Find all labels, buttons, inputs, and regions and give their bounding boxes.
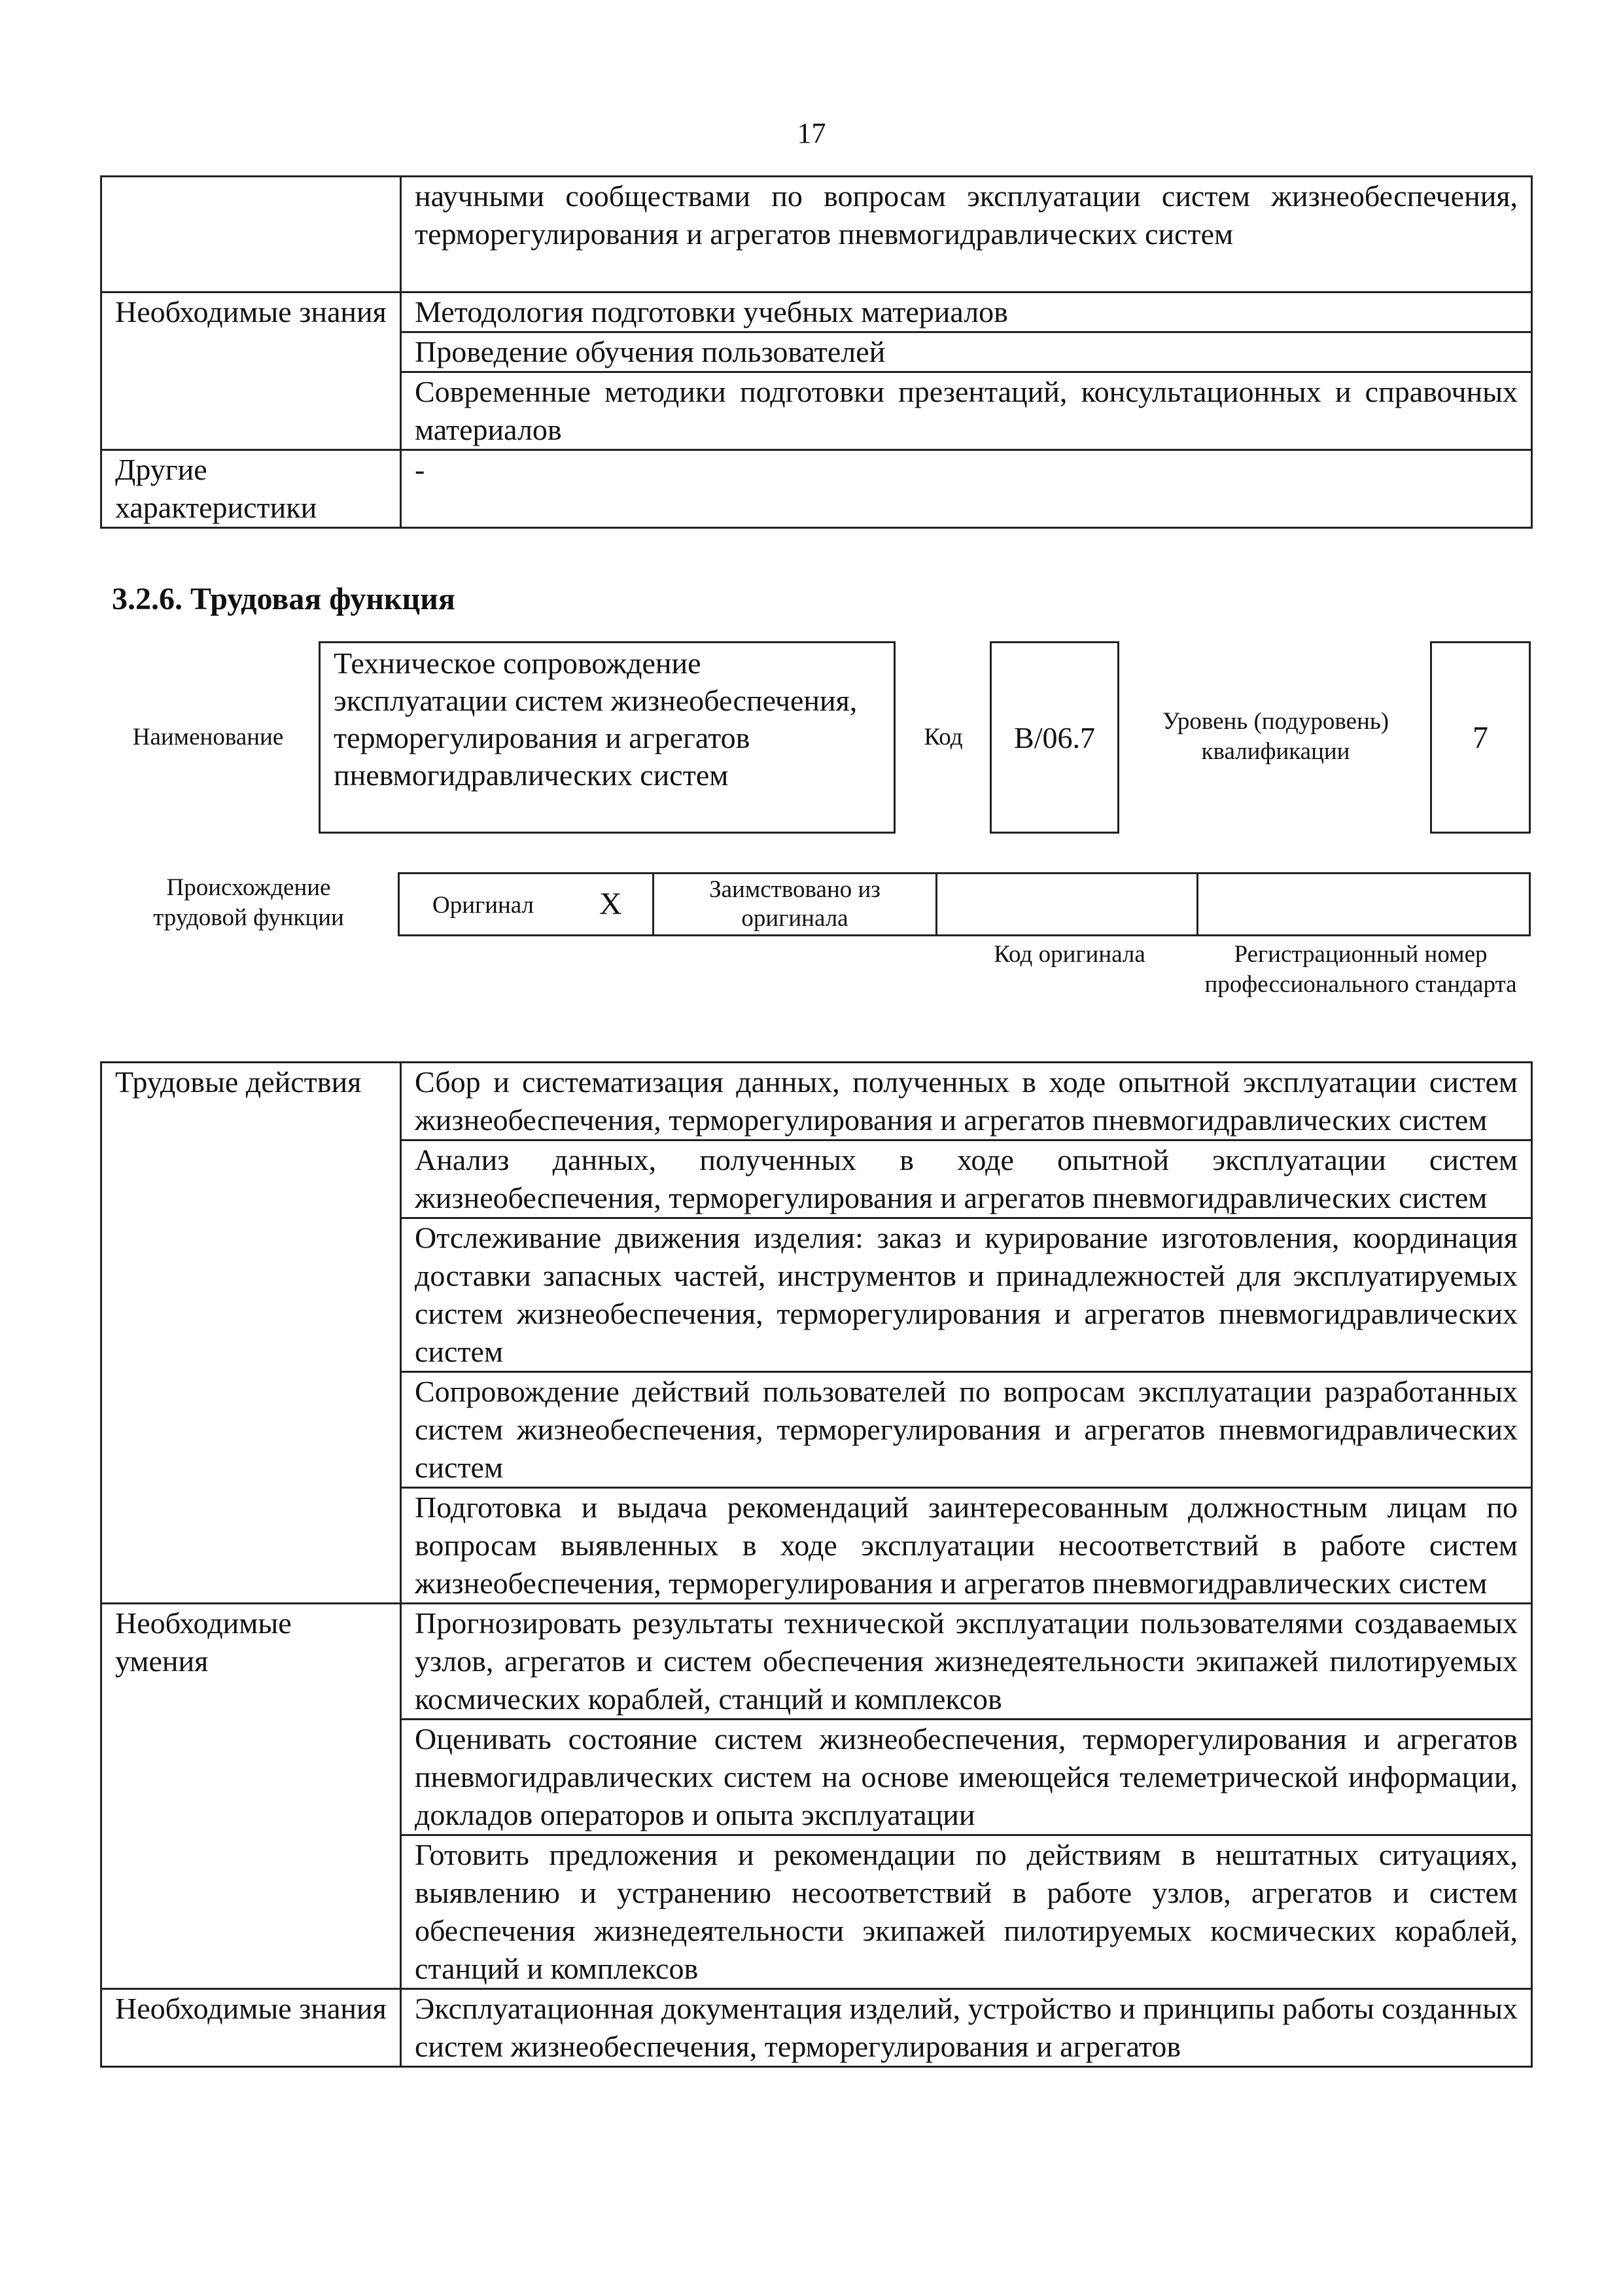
registration-number-cell — [1196, 872, 1531, 936]
name-label: Наименование — [132, 724, 284, 751]
qualification-level-label: Уровень (подуровень) квалификации — [1162, 708, 1389, 765]
qualification-level-box: 7 — [1430, 641, 1531, 834]
original-cell — [398, 872, 654, 936]
skill-item: Оценивать состояние систем жизнеобеспечения, терморегулирования и агрегатов пневмогидравлических систем на основе имеющейся телеметрической информации, докладов операторов и опыта эксплуатации — [401, 1720, 1532, 1835]
original-code-caption: Код оригинала — [994, 941, 1145, 968]
required-knowledge-label: Необходимые знания — [101, 1989, 401, 2067]
other-characteristics-label: Другие характеристики — [101, 450, 401, 528]
original-label: Оригинал — [432, 892, 534, 919]
skill-item: Готовить предложения и рекомендации по действиям в нештатных ситуациях, выявлению и устранению несоответствий в работе узлов, агрегатов и систем обеспечения жизнедеятельности экипажей пилотируемых космических кораблей, станций и комплексов — [401, 1835, 1532, 1989]
row-content: научными сообществами по вопросам эксплуатации систем жизнеобеспечения, терморегулирования и агрегатов пневмогидравлических систем — [401, 177, 1532, 292]
labor-action-item: Подготовка и выдача рекомендаций заинтересованным должностным лицам по вопросам выявленных в ходе эксплуатации несоответствий в работе систем жизнеобеспечения, терморегулирования и агрегатов пневмогидравлических систем — [401, 1488, 1532, 1604]
row-label — [101, 177, 401, 292]
code-box: B/06.7 — [990, 641, 1119, 834]
origin-label: Происхождение трудовой функции — [153, 874, 344, 931]
table-row — [101, 177, 1532, 292]
row-content: Проведение обучения пользователей — [401, 332, 1532, 372]
code-label: Код — [924, 724, 963, 751]
skill-item: Прогнозировать результаты технической эксплуатации пользователями создаваемых узлов, агрегатов и систем обеспечения жизнедеятельности экипажей пилотируемых космических кораблей, станций и комплексов — [401, 1604, 1532, 1720]
labor-actions-label: Трудовые действия — [101, 1063, 401, 1604]
borrowed-label: Заимствовано из оригинала — [709, 876, 881, 932]
labor-action-item: Отслеживание движения изделия: заказ и курирование изготовления, координация доставки запасных частей, инструментов и принадлежностей для эксплуатируемых систем жизнеобеспечения, терморегулирования и агрегатов пневмогидравлических систем — [401, 1218, 1532, 1372]
table-row — [101, 292, 1532, 332]
row-content: Методология подготовки учебных материалов — [401, 292, 1532, 332]
page-number: 17 — [797, 117, 826, 149]
function-name-box: Техническое сопровождение эксплуатации систем жизнеобеспечения, терморегулирования и агрегатов пневмогидравлических систем — [319, 641, 896, 834]
table-row — [101, 1604, 1532, 1720]
labor-action-item: Сбор и систематизация данных, полученных в ходе опытной эксплуатации систем жизнеобеспечения, терморегулирования и агрегатов пневмогидравлических систем — [401, 1063, 1532, 1140]
original-mark: X — [599, 887, 622, 921]
table-row — [101, 450, 1532, 528]
row-content: Современные методики подготовки презентаций, консультационных и справочных материалов — [401, 372, 1532, 450]
registration-number-caption: Регистрационный номер профессионального стандарта — [1204, 941, 1517, 998]
labor-function-table — [100, 1061, 1533, 2068]
required-knowledge-label: Необходимые знания — [101, 292, 401, 450]
knowledge-item: Эксплуатационная документация изделий, устройство и принципы работы созданных систем жизнеобеспечения, терморегулирования и агрегатов — [401, 1989, 1532, 2067]
section-heading: 3.2.6. Трудовая функция — [112, 582, 455, 616]
row-content: - — [401, 450, 1532, 528]
labor-action-item: Анализ данных, полученных в ходе опытной эксплуатации систем жизнеобеспечения, терморегулирования и агрегатов пневмогидравлических систем — [401, 1140, 1532, 1218]
table-row — [101, 1063, 1532, 1140]
borrowed-cell — [652, 872, 937, 936]
labor-action-item: Сопровождение действий пользователей по вопросам эксплуатации разработанных систем жизнеобеспечения, терморегулирования и агрегатов пневмогидравлических систем — [401, 1372, 1532, 1488]
original-code-cell — [935, 872, 1198, 936]
table-row — [101, 1989, 1532, 2067]
required-skills-label: Необходимые умения — [101, 1604, 401, 1989]
continued-requirements-table — [100, 175, 1533, 529]
